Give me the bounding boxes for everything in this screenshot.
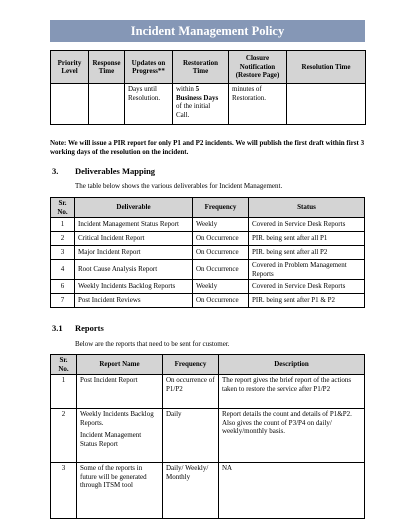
updates-line2: Resolution. xyxy=(128,93,161,102)
cell-deliverable: Incident Management Status Report xyxy=(75,218,193,232)
header-frequency: Frequency xyxy=(193,198,249,218)
section-intro: The table below shows the various deliverables for Incident Management. xyxy=(75,182,283,190)
table-row xyxy=(51,232,365,246)
pir-note: Note: We will issue a PIR report for only P1 and P2 incidents. We will publish the first draft within first 3 working days of the resolution on the incident. xyxy=(50,139,365,156)
cell-deliverable: Post Incident Reviews xyxy=(75,294,193,308)
cell-description: Report details the count and details of P1&P2. Also gives the count of P3/P4 on daily/ weekly/monthly basis. xyxy=(219,409,365,463)
header-restoration-time: Restoration Time xyxy=(173,51,229,84)
subsection-heading: Reports xyxy=(75,323,104,333)
cell-no: 7 xyxy=(51,294,75,308)
cell-deliverable: Critical Incident Report xyxy=(75,232,193,246)
cell-no: 1 xyxy=(51,375,77,409)
cell-deliverable: Major Incident Report xyxy=(75,246,193,260)
cell-resolution xyxy=(287,84,366,125)
priority-table xyxy=(50,50,366,125)
table-row xyxy=(51,280,365,294)
cell-status: PIR. being sent after P1 & P2 xyxy=(249,294,365,308)
cell-frequency: Daily/ Weekly/ Monthly xyxy=(163,463,219,519)
page-title: Incident Management Policy xyxy=(50,20,365,42)
restoration-suffix: of the initial Call. xyxy=(176,102,211,119)
table-row xyxy=(51,294,365,308)
table-row xyxy=(51,463,365,519)
header-response-time: Response Time xyxy=(89,51,125,84)
table-row xyxy=(51,260,365,280)
cell-status: Covered in Problem Management Reports xyxy=(249,260,365,280)
cell-no: 3 xyxy=(51,463,77,519)
table-row xyxy=(51,409,365,463)
cell-report-name: Some of the reports in future will be generated through ITSM tool xyxy=(77,463,163,519)
subsection-number: 3.1 xyxy=(52,323,63,333)
cell-closure: minutes of Restoration. xyxy=(229,84,287,125)
header-report-name: Report Name xyxy=(77,355,163,375)
cell-priority xyxy=(51,84,89,125)
cell-frequency: On occurrence of P1/P2 xyxy=(163,375,219,409)
cell-no: 3 xyxy=(51,246,75,260)
header-resolution-time: Resolution Time xyxy=(287,51,366,84)
cell-frequency: On Occurrence xyxy=(193,246,249,260)
header-status: Status xyxy=(249,198,365,218)
report-name-line2: Incident Management Status Report xyxy=(80,431,142,448)
updates-line1: Days until xyxy=(128,85,157,93)
header-description: Description xyxy=(219,355,365,375)
cell-description: NA xyxy=(219,463,365,519)
header-deliverable: Deliverable xyxy=(75,198,193,218)
cell-restoration xyxy=(173,84,229,125)
cell-no: 1 xyxy=(51,218,75,232)
header-updates-on-progress: Updates on Progress** xyxy=(125,51,173,84)
cell-frequency: Weekly xyxy=(193,280,249,294)
cell-report-name: Post Incident Report xyxy=(77,375,163,409)
reports-table xyxy=(50,354,365,519)
restoration-bold: 5 Business Days xyxy=(176,85,219,102)
cell-response xyxy=(89,84,125,125)
subsection-intro: Below are the reports that need to be sent for customer. xyxy=(75,340,230,348)
cell-frequency: Weekly xyxy=(193,218,249,232)
cell-status: Covered in Service Desk Reports xyxy=(249,280,365,294)
cell-report-name xyxy=(77,409,163,463)
section-number: 3. xyxy=(52,166,59,176)
header-frequency: Frequency xyxy=(163,355,219,375)
cell-frequency: On Occurrence xyxy=(193,232,249,246)
cell-updates xyxy=(125,84,173,125)
header-sr-no: Sr. No. xyxy=(51,198,75,218)
cell-no: 6 xyxy=(51,280,75,294)
cell-frequency: On Occurrence xyxy=(193,260,249,280)
cell-deliverable: Root Cause Analysis Report xyxy=(75,260,193,280)
cell-status: PIR. being sent after all P2 xyxy=(249,246,365,260)
table-row xyxy=(51,218,365,232)
cell-frequency: Daily xyxy=(163,409,219,463)
cell-no: 2 xyxy=(51,232,75,246)
table-row xyxy=(51,84,366,125)
deliverables-table xyxy=(50,197,365,308)
header-sr-no: Sr. No. xyxy=(51,355,77,375)
cell-description: The report gives the brief report of the actions taken to restore the service after P1/P2 xyxy=(219,375,365,409)
cell-deliverable: Weekly Incidents Backlog Reports xyxy=(75,280,193,294)
cell-no: 4 xyxy=(51,260,75,280)
table-row xyxy=(51,375,365,409)
cell-no: 2 xyxy=(51,409,77,463)
cell-frequency: On Occurrence xyxy=(193,294,249,308)
report-name-line1: Weekly Incidents Backlog Reports. xyxy=(80,410,154,427)
restoration-prefix: within xyxy=(176,85,196,93)
cell-status: PIR. being sent after all P1 xyxy=(249,232,365,246)
table-row xyxy=(51,246,365,260)
section-heading: Deliverables Mapping xyxy=(75,166,156,176)
header-closure-notification: Closure Notification (Restore Page) xyxy=(229,51,287,84)
header-priority-level: Priority Level xyxy=(51,51,89,84)
cell-status: Covered in Service Desk Reports xyxy=(249,218,365,232)
